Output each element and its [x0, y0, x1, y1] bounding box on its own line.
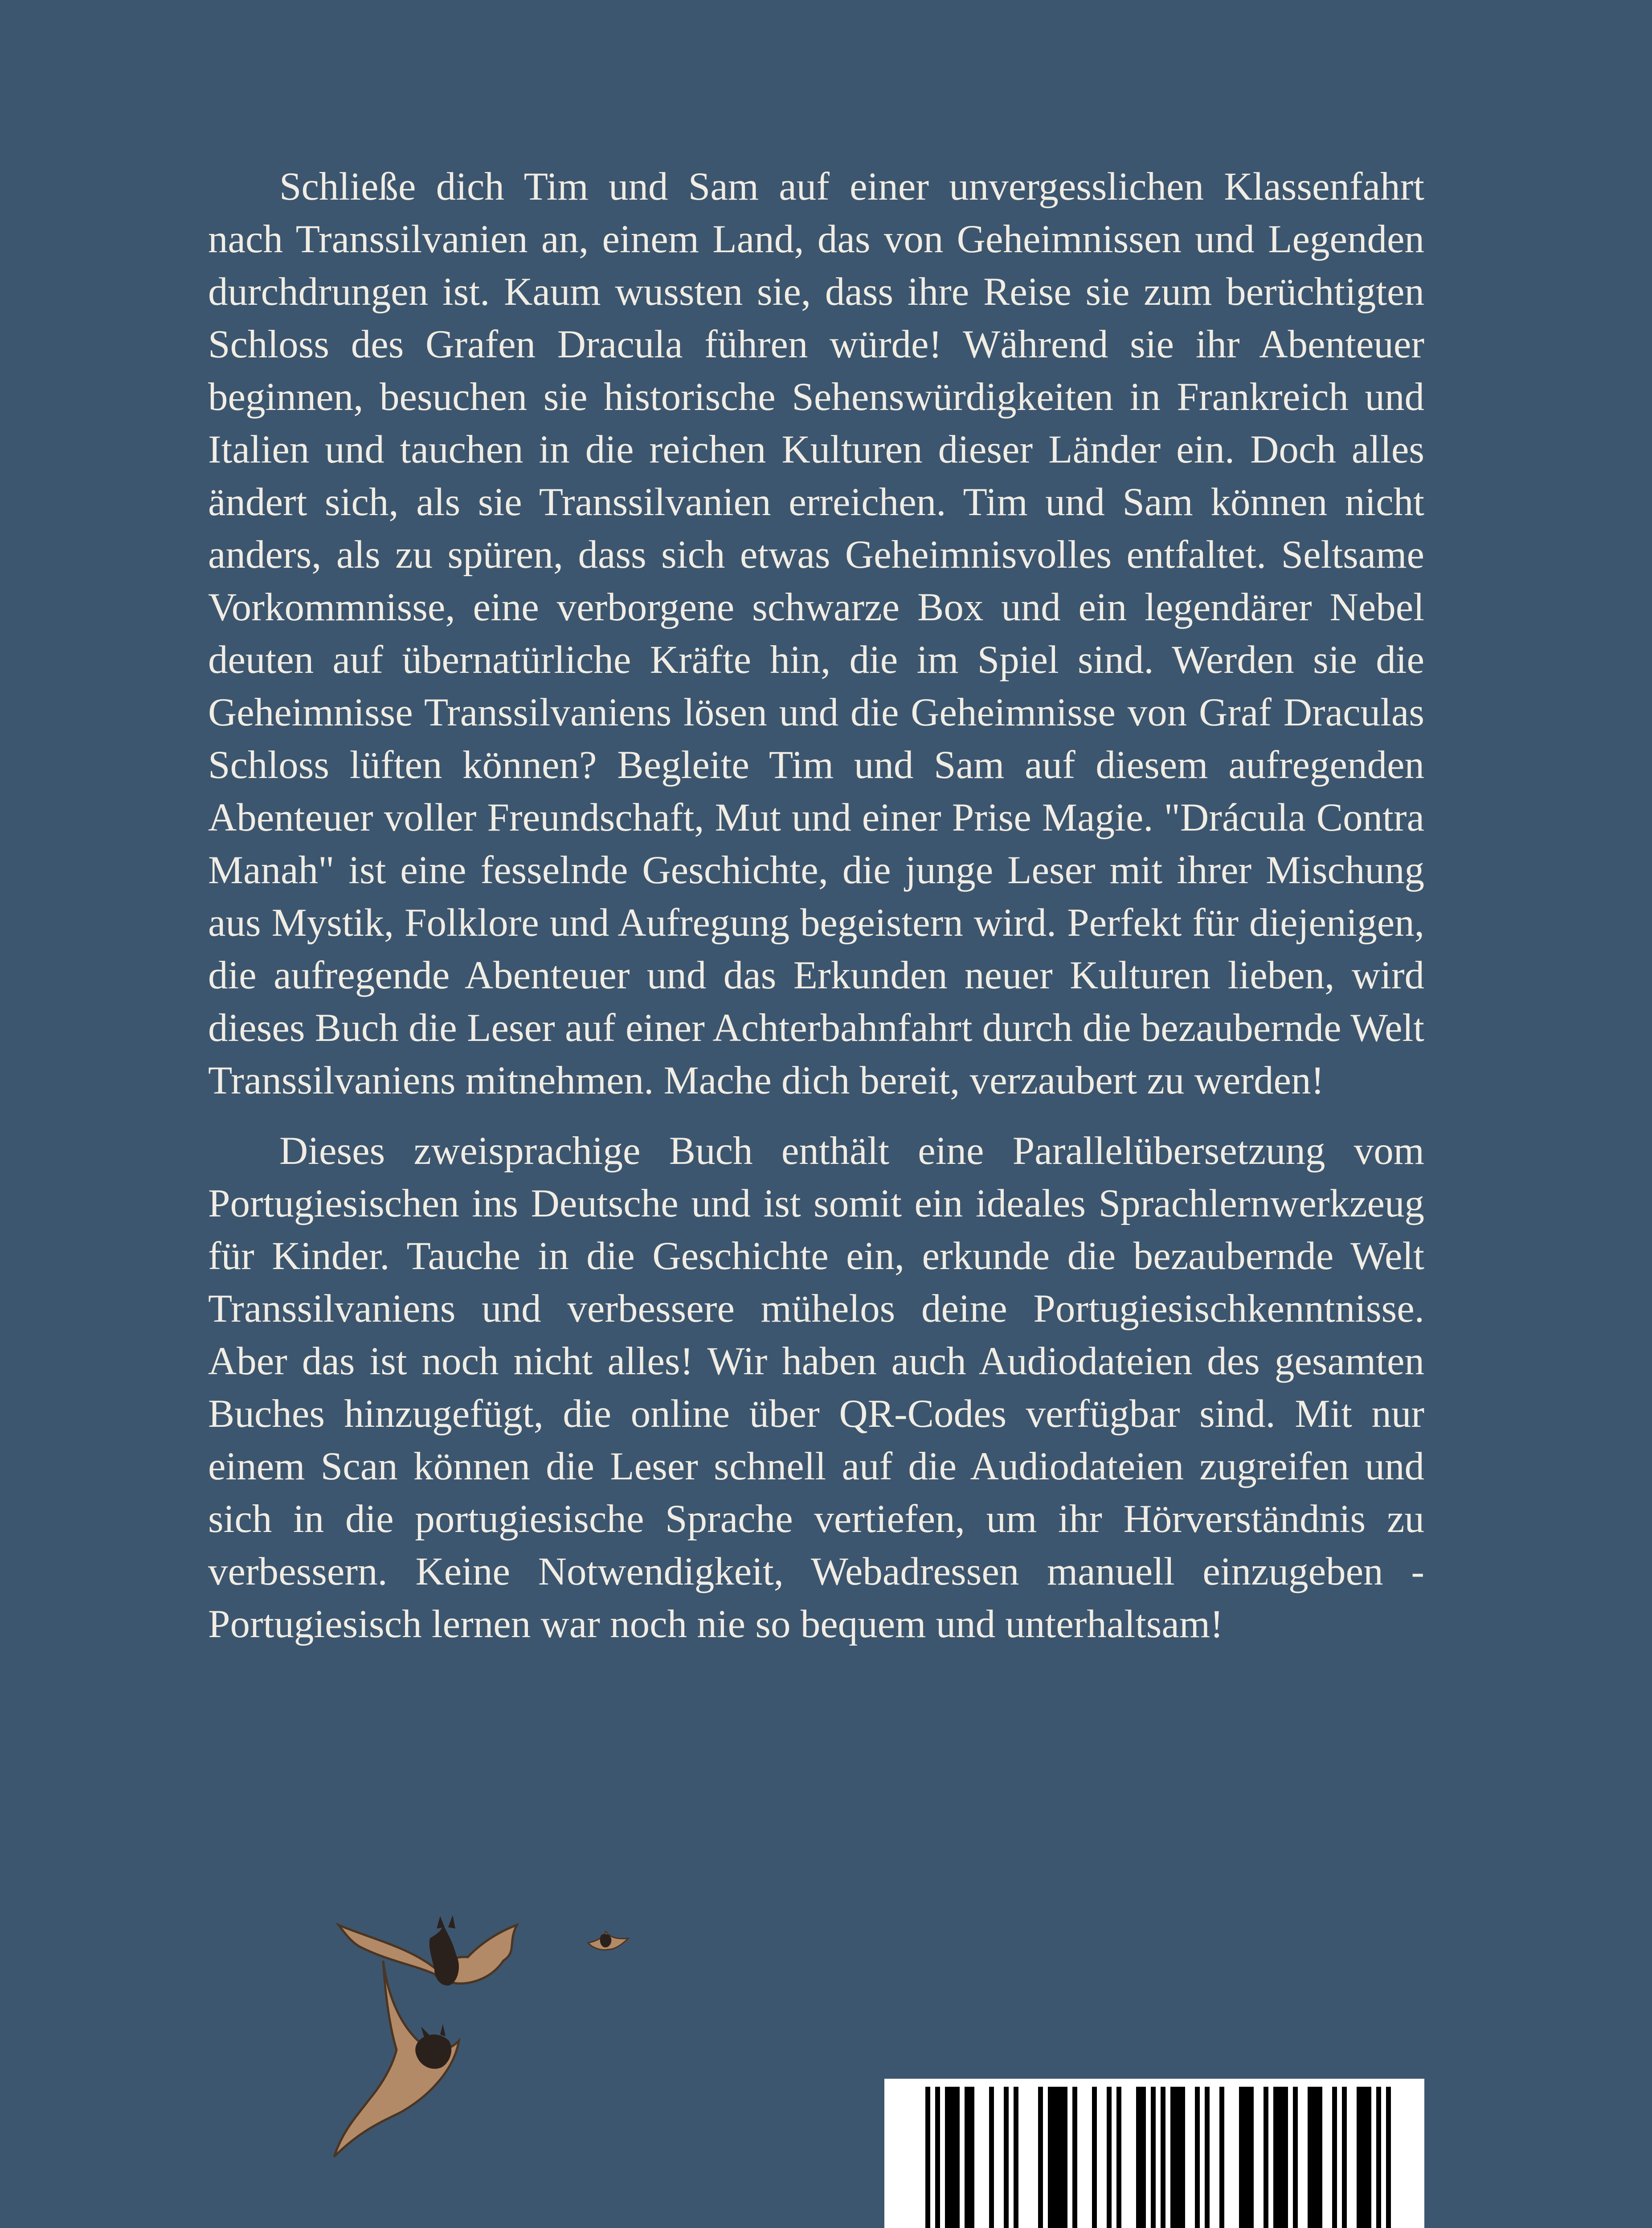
barcode-bar — [1063, 2087, 1067, 2228]
barcode-bar — [935, 2087, 940, 2228]
blurb-paragraph-1: Schließe dich Tim und Sam auf einer unvergesslichen Klassenfahrt nach Transsilvanien an, einem Land, das von Geheimnissen und Legenden durchdrungen ist. Kaum wussten sie, dass ihre Reise sie zum berüchtigten Schloss des Grafen Dracula führen würde! Während sie ihr Abenteuer beginnen, besuchen sie historische Sehenswürdigkeiten in Frankreich und Italien und tauchen in die reichen Kulturen dieser Länder ein. Doch alles ändert sich, als sie Transsilvanien erreichen. Tim und Sam können nicht anders, als zu spüren, dass sich etwas Geheimnisvolles entfaltet. Seltsame Vorkommnisse, eine verborgene schwarze Box und ein legendärer Nebel deuten auf übernatürliche Kräfte hin, die im Spiel sind. Werden sie die Geheimnisse Transsilvaniens lösen und die Geheimnisse von Graf Draculas Schloss lüften können? Begleite Tim und Sam auf diesem aufregenden Abenteuer voller Freundschaft, Mut und einer Prise Magie. "Drácula Contra Manah" ist eine fesselnde Geschichte, die junge Leser mit ihrer Mischung aus Mystik, Folklore und Aufregung begeistern wird. Perfekt für diejenigen, die aufregende Abenteuer und das Erkunden neuer Kulturen lieben, wird dieses Buch die Leser auf einer Achterbahnfahrt durch die bezaubernde Welt Transsilvaniens mitnehmen. Mache dich bereit, verzaubert zu werden! — [208, 165, 1424, 1102]
barcode-bar — [1249, 2087, 1254, 2228]
barcode-bar — [1161, 2087, 1165, 2228]
barcode-bar — [1332, 2087, 1337, 2228]
barcode-bar — [1116, 2087, 1121, 2228]
barcode-bar — [1308, 2087, 1313, 2228]
barcode-bar — [1376, 2087, 1381, 2228]
barcode-bar — [1048, 2087, 1053, 2228]
barcode-bar — [1151, 2087, 1156, 2228]
barcode-bar — [1180, 2087, 1185, 2228]
barcode-bar — [925, 2087, 930, 2228]
barcode-bar — [945, 2087, 950, 2228]
barcode-bar — [1264, 2087, 1268, 2228]
blurb-paragraph-2: Dieses zweisprachige Buch enthält eine Parallelübersetzung vom Portugiesischen ins Deutsche und ist somit ein ideales Sprachlernwerkzeug für Kinder. Tauche in die Geschichte ein, erkunde die bezaubernde Welt Transsilvaniens und verbessere mühelos deine Portugiesischkenntnisse. Aber das ist noch nicht alles! Wir haben auch Audiodateien des gesamten Buches hinzugefügt, die online über QR-Codes verfügbar sind. Mit nur einem Scan können die Leser schnell auf die Audiodateien zugreifen und sich in die portugiesische Sprache vertiefen, um ihr Hörverständnis zu verbessern. Keine Notwendigkeit, Webadressen manuell einzugeben - Portugiesisch lernen war noch nie so bequem und unterhaltsam! — [208, 1129, 1424, 1646]
barcode-bar — [1004, 2087, 1009, 2228]
bats-illustration — [307, 1907, 655, 2228]
barcode-bar — [1136, 2087, 1141, 2228]
barcode-bar — [1170, 2087, 1175, 2228]
barcode-bar — [1278, 2087, 1283, 2228]
barcode-bar — [1219, 2087, 1224, 2228]
barcode-bar — [1053, 2087, 1058, 2228]
barcode-bar — [1014, 2087, 1018, 2228]
isbn-barcode — [884, 2079, 1424, 2228]
barcode-bar — [1205, 2087, 1210, 2228]
barcode-bar — [969, 2087, 974, 2228]
barcode-bar — [1058, 2087, 1063, 2228]
barcode-bar — [1386, 2087, 1391, 2228]
barcode-bar — [1317, 2087, 1322, 2228]
barcode-bar — [950, 2087, 955, 2228]
small-bat-icon — [588, 1932, 628, 1950]
lower-bat-icon — [334, 1961, 459, 2157]
barcode-bar — [1244, 2087, 1249, 2228]
barcode-bar — [1362, 2087, 1366, 2228]
barcode-bar — [1038, 2087, 1043, 2228]
barcode-bar — [1293, 2087, 1298, 2228]
barcode-bar — [1141, 2087, 1146, 2228]
barcode-bar — [955, 2087, 960, 2228]
barcode-bar — [989, 2087, 994, 2228]
barcode-bar — [965, 2087, 969, 2228]
barcode-bar — [1342, 2087, 1347, 2228]
barcode-bar — [1357, 2087, 1362, 2228]
barcode-bar — [1283, 2087, 1288, 2228]
barcode-bar — [1366, 2087, 1371, 2228]
barcode-bar — [1239, 2087, 1244, 2228]
barcode-bars — [884, 2079, 1424, 2228]
back-cover-blurb — [208, 160, 1424, 1651]
barcode-bar — [1273, 2087, 1278, 2228]
large-bat-icon — [339, 1915, 517, 1986]
barcode-bar — [1072, 2087, 1077, 2228]
barcode-bar — [1195, 2087, 1200, 2228]
barcode-bar — [1092, 2087, 1097, 2228]
barcode-bar — [1313, 2087, 1317, 2228]
barcode-bar — [1175, 2087, 1180, 2228]
barcode-bar — [1107, 2087, 1112, 2228]
